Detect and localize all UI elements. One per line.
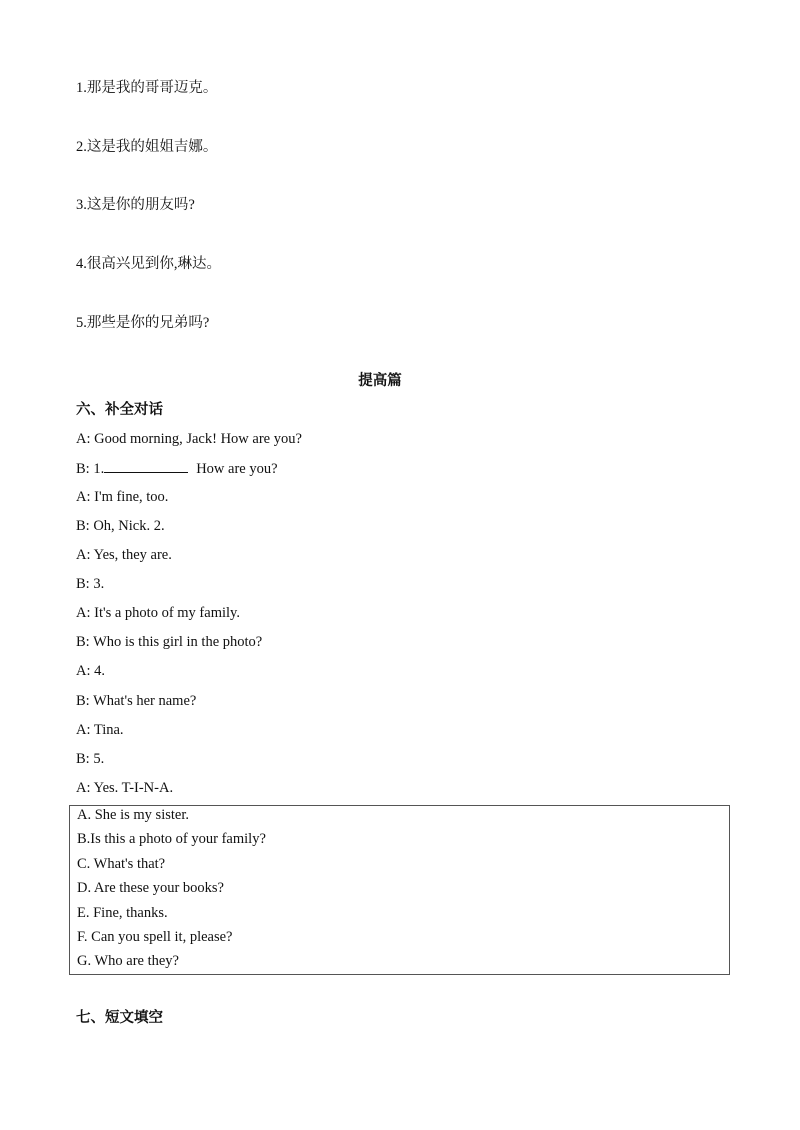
dialogue-line-2 [76, 459, 278, 478]
option-b: B.Is this a photo of your family? [77, 831, 266, 847]
dialogue-suffix: How are you? [196, 461, 278, 477]
translation-item-4: 4.很高兴见到你,琳达。 [76, 256, 221, 272]
dialogue-line-3: A: I'm fine, too. [76, 489, 169, 505]
option-a: A. She is my sister. [77, 807, 189, 823]
dialogue-line-8: B: Who is this girl in the photo? [76, 634, 263, 650]
dialogue-line-12: B: 5. [76, 751, 105, 767]
translation-item-5: 5.那些是你的兄弟吗? [76, 315, 210, 331]
section-title: 提高篇 [358, 373, 402, 389]
options-box [69, 805, 730, 975]
dialogue-prefix: B: 1. [76, 461, 105, 477]
dialogue-line-7: A: It's a photo of my family. [76, 605, 240, 621]
option-g: G. Who are they? [77, 953, 179, 969]
dialogue-line-10: B: What's her name? [76, 693, 197, 709]
dialogue-line-6: B: 3. [76, 576, 105, 592]
dialogue-line-11: A: Tina. [76, 722, 124, 738]
translation-item-3: 3.这是你的朋友吗? [76, 197, 195, 213]
dialogue-line-9: A: 4. [76, 663, 105, 679]
option-e: E. Fine, thanks. [77, 905, 168, 921]
translation-item-2: 2.这是我的姐姐吉娜。 [76, 139, 218, 155]
option-c: C. What's that? [77, 856, 166, 872]
option-d: D. Are these your books? [77, 880, 224, 896]
dialogue-line-4: B: Oh, Nick. 2. [76, 518, 165, 534]
section-seven-heading: 七、短文填空 [76, 1010, 163, 1026]
option-f: F. Can you spell it, please? [77, 929, 233, 945]
answer-blank[interactable] [104, 459, 188, 473]
dialogue-line-1: A: Good morning, Jack! How are you? [76, 431, 302, 447]
translation-item-1: 1.那是我的哥哥迈克。 [76, 80, 218, 96]
section-six-heading: 六、补全对话 [76, 402, 163, 418]
dialogue-line-5: A: Yes, they are. [76, 547, 172, 563]
dialogue-line-13: A: Yes. T-I-N-A. [76, 780, 174, 796]
